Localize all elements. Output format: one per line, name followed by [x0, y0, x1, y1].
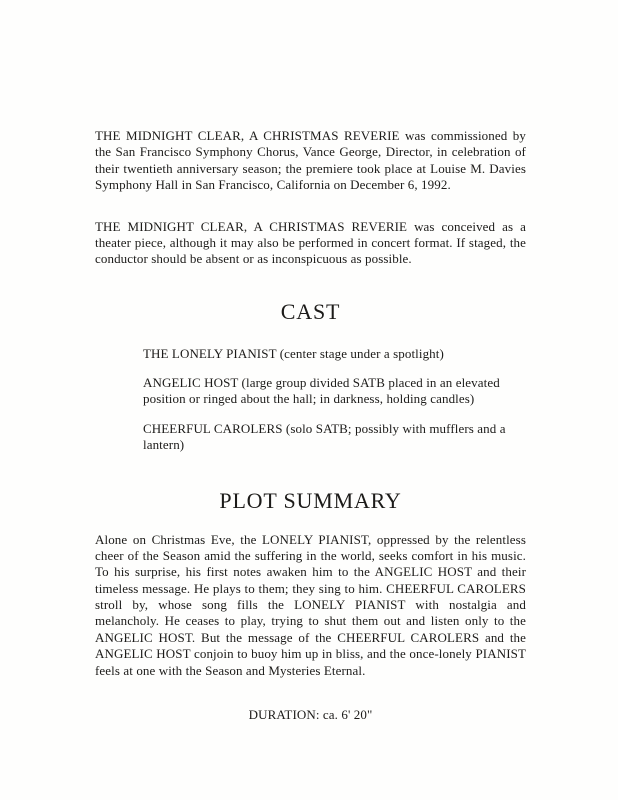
cast-item-angelic-host: ANGELIC HOST (large group divided SATB placed in an elevated position or ringed about the hall; in darkness, holding candles) [143, 375, 500, 407]
commission-paragraph: THE MIDNIGHT CLEAR, A CHRISTMAS REVERIE was commissioned by the San Francisco Symphony Chorus, Vance George, Director, in celebration of their twentieth anniversary season; the premiere took place at Louise M. Davies Symphony Hall in San Francisco, California on December 6, 1992. [95, 128, 526, 193]
cast-item-cheerful-carolers: CHEERFUL CAROLERS (solo SATB; possibly with mufflers and a lantern) [143, 420, 506, 453]
cast-item-lonely-pianist: THE LONELY PIANIST (center stage under a spotlight) [143, 345, 444, 361]
staging-paragraph: THE MIDNIGHT CLEAR, A CHRISTMAS REVERIE was conceived as a theater piece, although it may also be performed in concert format. If staged, the conductor should be absent or as inconspicuous as possible. [95, 218, 526, 267]
duration-line: DURATION: ca. 6' 20" [248, 706, 373, 722]
cast-list [143, 346, 535, 454]
cast-heading: CAST [280, 298, 341, 324]
plot-summary-paragraph: Alone on Christmas Eve, the LONELY PIANIST, oppressed by the relentless cheer of the Season amid the suffering in the world, seeks comfort in his music. To his surprise, his first notes awaken him to the ANGELIC HOST and their timeless message. He plays to them; they sing to him. CHEERFUL CAROLERS stroll by, whose song fills the LONELY PIANIST with nostalgia and melancholy. He ceases to play, trying to shut them out and listen only to the ANGELIC HOST. But the message of the CHEERFUL CAROLERS and the ANGELIC HOST conjoin to buoy him up in bliss, and the once-lonely PIANIST feels at one with the Season and Mysteries Eternal. [95, 531, 526, 678]
plot-summary-heading: PLOT SUMMARY [219, 487, 402, 513]
